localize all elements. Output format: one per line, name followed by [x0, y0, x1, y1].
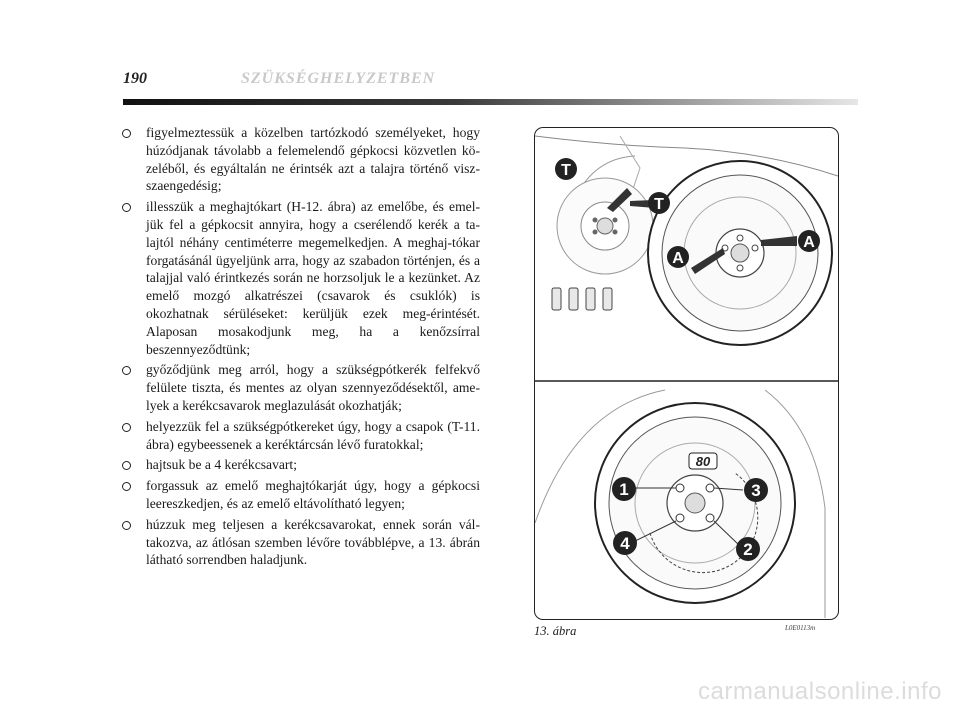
upper-panel [535, 136, 838, 345]
svg-text:4: 4 [620, 534, 630, 553]
torque-label [689, 453, 717, 469]
bullet-icon [122, 129, 131, 138]
hub-icon [557, 178, 653, 274]
instruction-item [122, 361, 480, 414]
sequence-number-4 [613, 531, 637, 555]
wheel-bolts-icon [552, 288, 612, 310]
figure-code: L0E0113m [785, 624, 816, 632]
mounted-wheel-icon [595, 403, 795, 603]
instruction-text: figyelmeztessük a közelben tartózkodó személyeket, hogy húzódjanak távolabb a felemelendő gépkocsi közvetlen kö-zeléből, és egyáltalán ne érintsék azt a talajra történő visz-szaengedésig; [146, 125, 480, 194]
svg-text:3: 3 [751, 481, 761, 500]
section-title: SZÜKSÉGHELYZETBEN [241, 70, 436, 87]
svg-text:A: A [803, 234, 815, 251]
header-rule [123, 99, 858, 105]
svg-text:T: T [561, 162, 571, 179]
label-t-top [555, 158, 577, 180]
sequence-number-1 [612, 477, 636, 501]
bullet-icon [122, 366, 131, 375]
svg-text:1: 1 [619, 480, 629, 499]
instruction-item [122, 456, 480, 474]
instruction-item [122, 477, 480, 513]
svg-text:2: 2 [743, 540, 753, 559]
instruction-text: illesszük a meghajtókart (H-12. ábra) az emelőbe, és emel-jük fel a gépkocsit annyira, hogy a cserélendő kerék a ta-lajtól néhány centiméterre megemelkedjen. A meghaj-tókar forgatásánál ügyeljünk arra, hogy az szabadon történjen, és a talajjal való érintkezés során ne horzsoljuk le a kezünket. Az emelő mozgó alkatrészei (csavarok és csuklók) is okozhatnak sérüléseket: kerüljük ezek meg-érintését. Alaposan mosakodjunk meg, ha a kenőzsírral beszennyeződtünk; [146, 199, 480, 357]
instruction-text: hajtsuk be a 4 kerékcsavart; [146, 457, 297, 473]
label-t-right [648, 192, 670, 214]
page-number: 190 [123, 70, 147, 87]
watermark: carmanualsonline.info [698, 678, 942, 705]
bullet-icon [122, 482, 131, 491]
bullet-icon [122, 423, 131, 432]
svg-text:A: A [672, 250, 684, 267]
figure-caption: 13. ábra [534, 624, 577, 638]
sequence-number-2 [736, 537, 760, 561]
bullet-icon [122, 203, 131, 212]
bullet-icon [122, 461, 131, 470]
label-a-left [667, 246, 689, 268]
label-a-right [798, 230, 820, 252]
instruction-list [122, 124, 480, 572]
instruction-item [122, 198, 480, 358]
lower-panel [535, 390, 825, 618]
svg-text:T: T [654, 196, 664, 213]
instruction-text: győződjünk meg arról, hogy a szükségpótkerék felfekvő felülete tiszta, és mentes az olyan szennyeződésektől, ame-lyek a kerékcsavarok meglazulását okozhatják; [146, 362, 480, 413]
wheel-illustration [534, 127, 839, 620]
instruction-item [122, 418, 480, 454]
bullet-icon [122, 521, 131, 530]
instruction-text: húzzuk meg teljesen a kerékcsavarokat, ennek során vál-takozva, az átlósan szemben lévőre továbblépve, a 13. ábrán látható sorrendben haladjunk. [146, 516, 480, 568]
instruction-item [122, 516, 480, 569]
sequence-number-3 [744, 478, 768, 502]
instruction-text: helyezzük fel a szükségpótkereket úgy, hogy a csapok (T-11. ábra) egybeessenek a keréktárcsán lévő furatokkal; [146, 418, 480, 452]
instruction-item [122, 124, 480, 195]
svg-text:80: 80 [695, 454, 711, 469]
instruction-text: forgassuk az emelő meghajtókarját úgy, hogy a gépkocsi leereszkedjen, és az emelő eltávolítható legyen; [146, 478, 480, 511]
